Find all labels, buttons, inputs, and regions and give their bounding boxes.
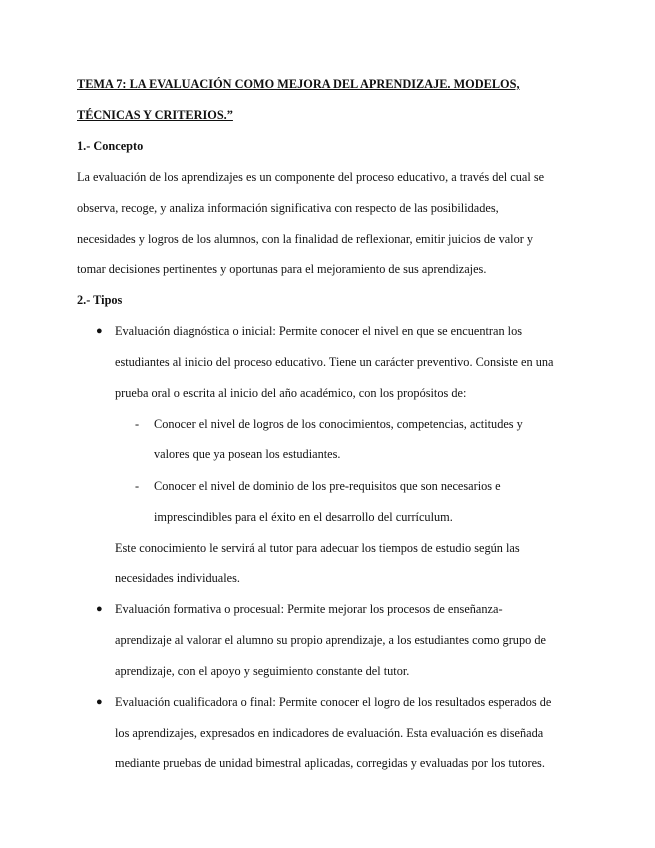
dash-icon: - xyxy=(135,479,140,493)
tipo-diagnostica-line-3: prueba oral o escrita al inicio del año académico, con los propósitos de: xyxy=(115,386,467,400)
tipo-cualificadora-line-1: Evaluación cualificadora o final: Permite conocer el logro de los resultados esperados de xyxy=(115,695,552,709)
tipo-diagnostica-after-line-1: Este conocimiento le servirá al tutor para adecuar los tiempos de estudio según las xyxy=(115,541,520,555)
concepto-line-3: necesidades y logros de los alumnos, con la finalidad de reflexionar, emitir juicios de valor y xyxy=(77,232,534,246)
subitem-1-line-2: valores que ya posean los estudiantes. xyxy=(154,447,341,461)
dash-icon: - xyxy=(135,417,140,431)
subitem-2-line-2: imprescindibles para el éxito en el desarrollo del currículum. xyxy=(154,510,453,524)
tipo-cualificadora-line-2: los aprendizajes, expresados en indicadores de evaluación. Esta evaluación es diseñada xyxy=(115,726,544,740)
tipo-diagnostica-line-1: Evaluación diagnóstica o inicial: Permite conocer el nivel en que se encuentran los xyxy=(115,324,523,338)
bullet-icon: ● xyxy=(96,696,103,708)
title-line-1: TEMA 7: LA EVALUACIÓN COMO MEJORA DEL APRENDIZAJE. MODELOS, xyxy=(77,77,520,91)
section-heading-concepto: 1.- Concepto xyxy=(77,139,144,153)
concepto-line-2: observa, recoge, y analiza información significativa con respecto de las posibilidades, xyxy=(77,201,499,215)
concepto-line-4: tomar decisiones pertinentes y oportunas para el mejoramiento de sus aprendizajes. xyxy=(77,262,487,276)
title-line-2: TÉCNICAS Y CRITERIOS.” xyxy=(77,108,233,122)
tipo-formativa-line-3: aprendizaje, con el apoyo y seguimiento constante del tutor. xyxy=(115,664,410,678)
bullet-icon: ● xyxy=(96,325,103,337)
tipo-diagnostica-line-2: estudiantes al inicio del proceso educativo. Tiene un carácter preventivo. Consiste en una xyxy=(115,355,554,369)
section-heading-tipos: 2.- Tipos xyxy=(77,293,123,307)
bullet-icon: ● xyxy=(96,603,103,615)
subitem-1-line-1: Conocer el nivel de logros de los conocimientos, competencias, actitudes y xyxy=(154,417,523,431)
subitem-2-line-1: Conocer el nivel de dominio de los pre-requisitos que son necesarios e xyxy=(154,479,501,493)
tipo-cualificadora-line-3: mediante pruebas de unidad bimestral aplicadas, corregidas y evaluadas por los tutores. xyxy=(115,756,545,770)
tipo-formativa-line-2: aprendizaje al valorar el alumno su propio aprendizaje, a los estudiantes como grupo de xyxy=(115,633,546,647)
tipo-diagnostica-after-line-2: necesidades individuales. xyxy=(115,571,240,585)
tipo-formativa-line-1: Evaluación formativa o procesual: Permite mejorar los procesos de enseñanza- xyxy=(115,602,503,616)
concepto-line-1: La evaluación de los aprendizajes es un componente del proceso educativo, a través del cual se xyxy=(77,170,545,184)
